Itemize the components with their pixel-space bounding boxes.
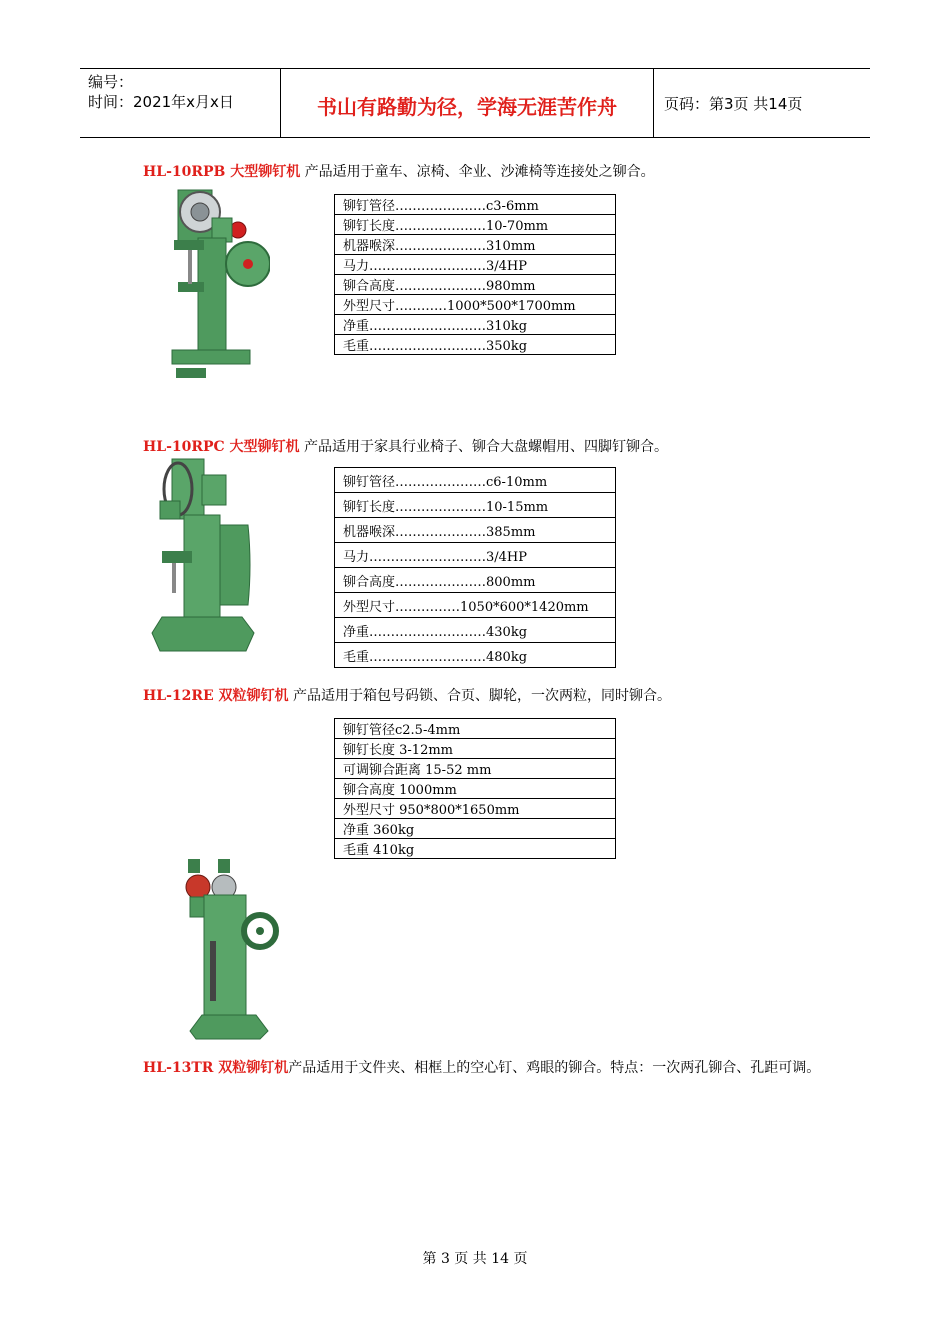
footer-page-number: 第 3 页 共 14 页 — [422, 1251, 528, 1267]
spec-row — [335, 195, 616, 215]
spec-row — [335, 779, 616, 799]
product-description: 产品适用于童车、凉椅、伞业、沙滩椅等连接处之铆合。 — [300, 164, 655, 180]
spec-cell: 铆钉长度…………………10-70mm — [335, 215, 616, 235]
spec-cell: 铆钉长度…………………10-15mm — [335, 493, 616, 518]
spec-table-hl-12re — [334, 718, 616, 859]
spec-table-hl-10rpb — [334, 194, 616, 355]
spec-row — [335, 839, 616, 859]
spec-row — [335, 215, 616, 235]
product-title-4 — [143, 1056, 823, 1080]
spec-row — [335, 759, 616, 779]
spec-row — [335, 518, 616, 543]
spec-cell: 外型尺寸…………1000*500*1700mm — [335, 295, 616, 315]
spec-cell: 铆合高度 1000mm — [335, 779, 616, 799]
spec-row — [335, 618, 616, 643]
spec-cell: 毛重………………………350kg — [335, 335, 616, 355]
spec-cell: 马力………………………3/4HP — [335, 255, 616, 275]
page-header — [80, 68, 870, 138]
spec-cell: 净重 360kg — [335, 819, 616, 839]
spec-row — [335, 719, 616, 739]
product-title-1 — [143, 161, 655, 181]
spec-row — [335, 315, 616, 335]
spec-row — [335, 739, 616, 759]
spec-row — [335, 543, 616, 568]
spec-cell: 机器喉深…………………310mm — [335, 235, 616, 255]
spec-row — [335, 295, 616, 315]
product-model: HL-10RPB 大型铆钉机 — [143, 164, 301, 180]
product-title-3 — [143, 685, 671, 705]
spec-row — [335, 493, 616, 518]
spec-cell: 净重………………………430kg — [335, 618, 616, 643]
spec-cell: 马力………………………3/4HP — [335, 543, 616, 568]
spec-row — [335, 643, 616, 668]
spec-cell: 铆钉管径…………………ⅽ6-10mm — [335, 468, 616, 493]
machine-image-hl-10rpb — [150, 182, 270, 388]
header-center-cell — [280, 69, 654, 137]
spec-cell: 铆钉管径ⅽ2.5-4mm — [335, 719, 616, 739]
spec-cell: 净重………………………310kg — [335, 315, 616, 335]
spec-cell: 铆合高度…………………800mm — [335, 568, 616, 593]
spec-row — [335, 593, 616, 618]
header-right-cell — [654, 69, 870, 137]
spec-row — [335, 468, 616, 493]
date-label: 时间：2021年x月x日 — [88, 93, 234, 111]
spec-cell: 毛重 410kg — [335, 839, 616, 859]
spec-cell: 铆合高度…………………980mm — [335, 275, 616, 295]
spec-cell: 外型尺寸……………1050*600*1420mm — [335, 593, 616, 618]
header-left-cell — [80, 69, 280, 137]
spec-cell: 铆钉管径…………………ⅽ3-6mm — [335, 195, 616, 215]
spec-row — [335, 275, 616, 295]
spec-cell: 可调铆合距离 15-52 mm — [335, 759, 616, 779]
product-model: HL-13TR 双粒铆钉机 — [143, 1060, 289, 1076]
spec-cell: 机器喉深…………………385mm — [335, 518, 616, 543]
product-title-2 — [143, 436, 668, 456]
spec-row — [335, 255, 616, 275]
spec-row — [335, 335, 616, 355]
page-info: 页码：第3页 共14页 — [664, 95, 803, 113]
spec-cell: 外型尺寸 950*800*1650mm — [335, 799, 616, 819]
number-label: 编号： — [88, 73, 134, 91]
spec-row — [335, 235, 616, 255]
spec-row — [335, 568, 616, 593]
spec-row — [335, 799, 616, 819]
spec-row — [335, 819, 616, 839]
spec-cell: 铆钉长度 3-12mm — [335, 739, 616, 759]
machine-image-hl-12re — [176, 855, 282, 1041]
machine-image-hl-10rpc — [142, 455, 270, 655]
spec-cell: 毛重………………………480kg — [335, 643, 616, 668]
product-model: HL-10RPC 大型铆钉机 — [143, 439, 300, 455]
spec-table-hl-10rpc — [334, 467, 616, 668]
product-model: HL-12RE 双粒铆钉机 — [143, 688, 289, 704]
product-description: 产品适用于文件夹、相框上的空心钉、鸡眼的铆合。特点：一次两孔铆合、孔距可调。 — [288, 1060, 821, 1076]
product-description: 产品适用于箱包号码锁、合页、脚轮，一次两粒，同时铆合。 — [288, 688, 671, 704]
product-description: 产品适用于家具行业椅子、铆合大盘螺帽用、四脚钉铆合。 — [299, 439, 668, 455]
motto: 书山有路勤为径，学海无涯苦作舟 — [317, 95, 617, 119]
